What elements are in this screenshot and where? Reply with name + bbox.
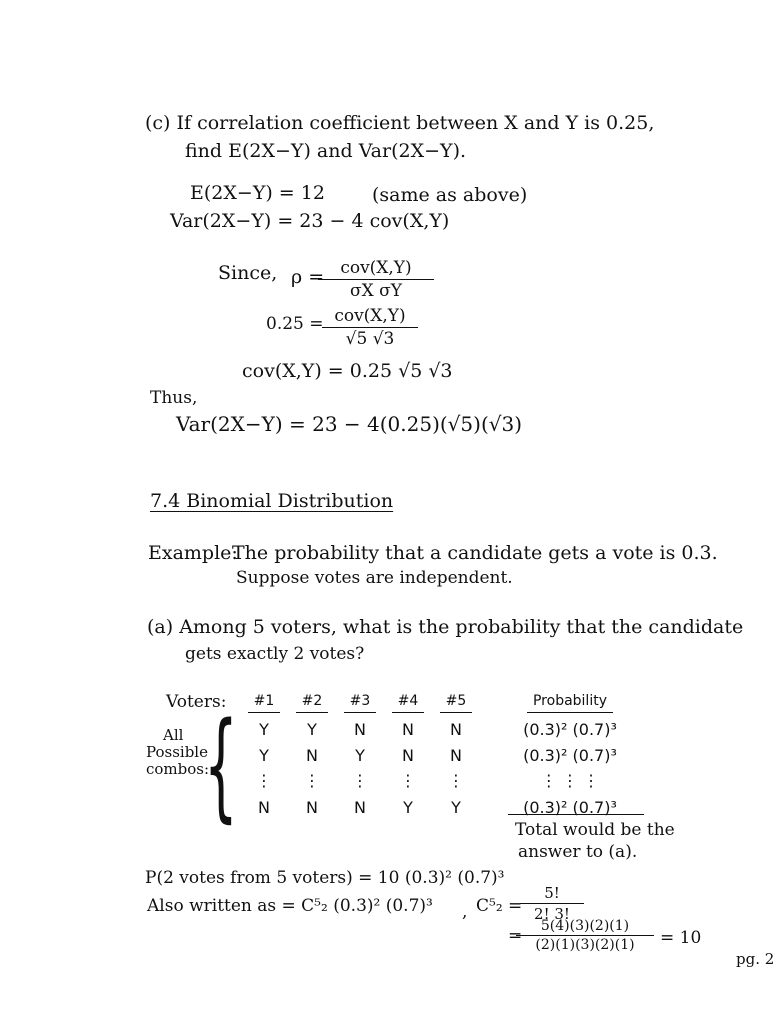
section-heading: 7.4 Binomial Distribution: [150, 490, 394, 512]
part-c-line-1: (c) If correlation coefficient between X and Y is 0.25,: [145, 112, 655, 134]
variance-line: Var(2X−Y) = 23 − 4 cov(X,Y): [170, 210, 450, 232]
page-number: pg. 2: [736, 950, 775, 968]
combination-numerator-2: 5(4)(3)(2)(1): [516, 918, 654, 936]
table-cell: Y: [259, 719, 269, 739]
table-cell: Y: [451, 797, 461, 817]
table-row: [240, 794, 640, 820]
table-cell: Y: [307, 719, 317, 739]
voters-label: Voters:: [166, 692, 227, 712]
probability-cell: ⋮ ⋮ ⋮: [540, 770, 600, 790]
table-cell: ⋮: [352, 770, 368, 790]
same-as-above-note: (same as above): [372, 184, 528, 206]
column-header: #4: [392, 693, 425, 713]
probability-cell: (0.3)² (0.7)³: [523, 797, 617, 817]
table-cell: N: [450, 719, 462, 739]
combination-fraction-2: [516, 918, 654, 953]
also-written-as: Also written as = C⁵₂ (0.3)² (0.7)³: [147, 896, 433, 916]
table-cell: N: [306, 797, 318, 817]
probability-cell: (0.3)² (0.7)³: [523, 745, 617, 765]
table-cell: ⋮: [400, 770, 416, 790]
value-numerator: cov(X,Y): [322, 306, 418, 328]
rho-numerator: cov(X,Y): [318, 258, 434, 280]
column-header: #2: [296, 693, 329, 713]
since-label: Since,: [218, 262, 278, 284]
column-header: #5: [440, 693, 473, 713]
cov-result: cov(X,Y) = 0.25 √5 √3: [242, 360, 453, 382]
table-row: [240, 716, 640, 742]
part-a-line-2: gets exactly 2 votes?: [185, 644, 365, 664]
table-cell: Y: [403, 797, 413, 817]
combination-denominator-1: 2! 3!: [534, 905, 570, 923]
example-text-2: Suppose votes are independent.: [236, 568, 513, 588]
table-cell: N: [354, 797, 366, 817]
side-label-all: All: [163, 726, 184, 744]
value-denominator: √5 √3: [345, 329, 395, 349]
expectation-line: E(2X−Y) = 12: [190, 182, 325, 204]
comma: ,: [462, 902, 468, 922]
part-c-line-2: find E(2X−Y) and Var(2X−Y).: [185, 140, 467, 162]
probability-result: P(2 votes from 5 voters) = 10 (0.3)² (0.7)³: [145, 868, 505, 888]
table-cell: N: [450, 745, 462, 765]
total-note-2: answer to (a).: [518, 842, 638, 862]
part-a-line-1: (a) Among 5 voters, what is the probability that the candidate: [147, 616, 744, 638]
value-lhs: 0.25 =: [266, 314, 324, 334]
rho-fraction: [318, 258, 434, 301]
table-row-ellipsis: [240, 768, 640, 794]
combination-result: = 10: [660, 928, 702, 948]
table-cell: N: [402, 745, 414, 765]
thus-label: Thus,: [150, 388, 198, 408]
variance-final: Var(2X−Y) = 23 − 4(0.25)(√5)(√3): [176, 412, 523, 436]
value-fraction: [322, 306, 418, 349]
probability-cell: (0.3)² (0.7)³: [523, 719, 617, 739]
left-brace: {: [204, 696, 238, 834]
equals-sign: =: [508, 926, 523, 946]
column-header: #3: [344, 693, 377, 713]
rho-denominator: σX σY: [350, 281, 402, 301]
example-text-1: The probability that a candidate gets a vote is 0.3.: [232, 542, 718, 564]
combination-numerator-1: 5!: [520, 884, 584, 904]
side-label-combos: combos:: [146, 760, 210, 778]
side-label-possible: Possible: [146, 743, 208, 761]
table-cell: N: [354, 719, 366, 739]
table-cell: ⋮: [448, 770, 464, 790]
table-cell: N: [258, 797, 270, 817]
total-note-1: Total would be the: [515, 820, 675, 840]
table-row: [240, 742, 640, 768]
probability-header: Probability: [527, 693, 613, 713]
probability-sum-rule: [508, 814, 644, 815]
table-cell: Y: [259, 745, 269, 765]
column-header: #1: [248, 693, 281, 713]
table-cell: ⋮: [256, 770, 272, 790]
combination-lhs: C⁵₂ =: [476, 896, 523, 916]
combos-table: [240, 690, 640, 820]
rho-lhs: ρ =: [291, 266, 325, 288]
table-cell: Y: [355, 745, 365, 765]
combination-denominator-2: (2)(1)(3)(2)(1): [535, 937, 635, 953]
example-label: Example:: [148, 542, 238, 564]
table-cell: N: [402, 719, 414, 739]
table-cell: N: [306, 745, 318, 765]
table-header-row: [240, 690, 640, 716]
table-cell: ⋮: [304, 770, 320, 790]
